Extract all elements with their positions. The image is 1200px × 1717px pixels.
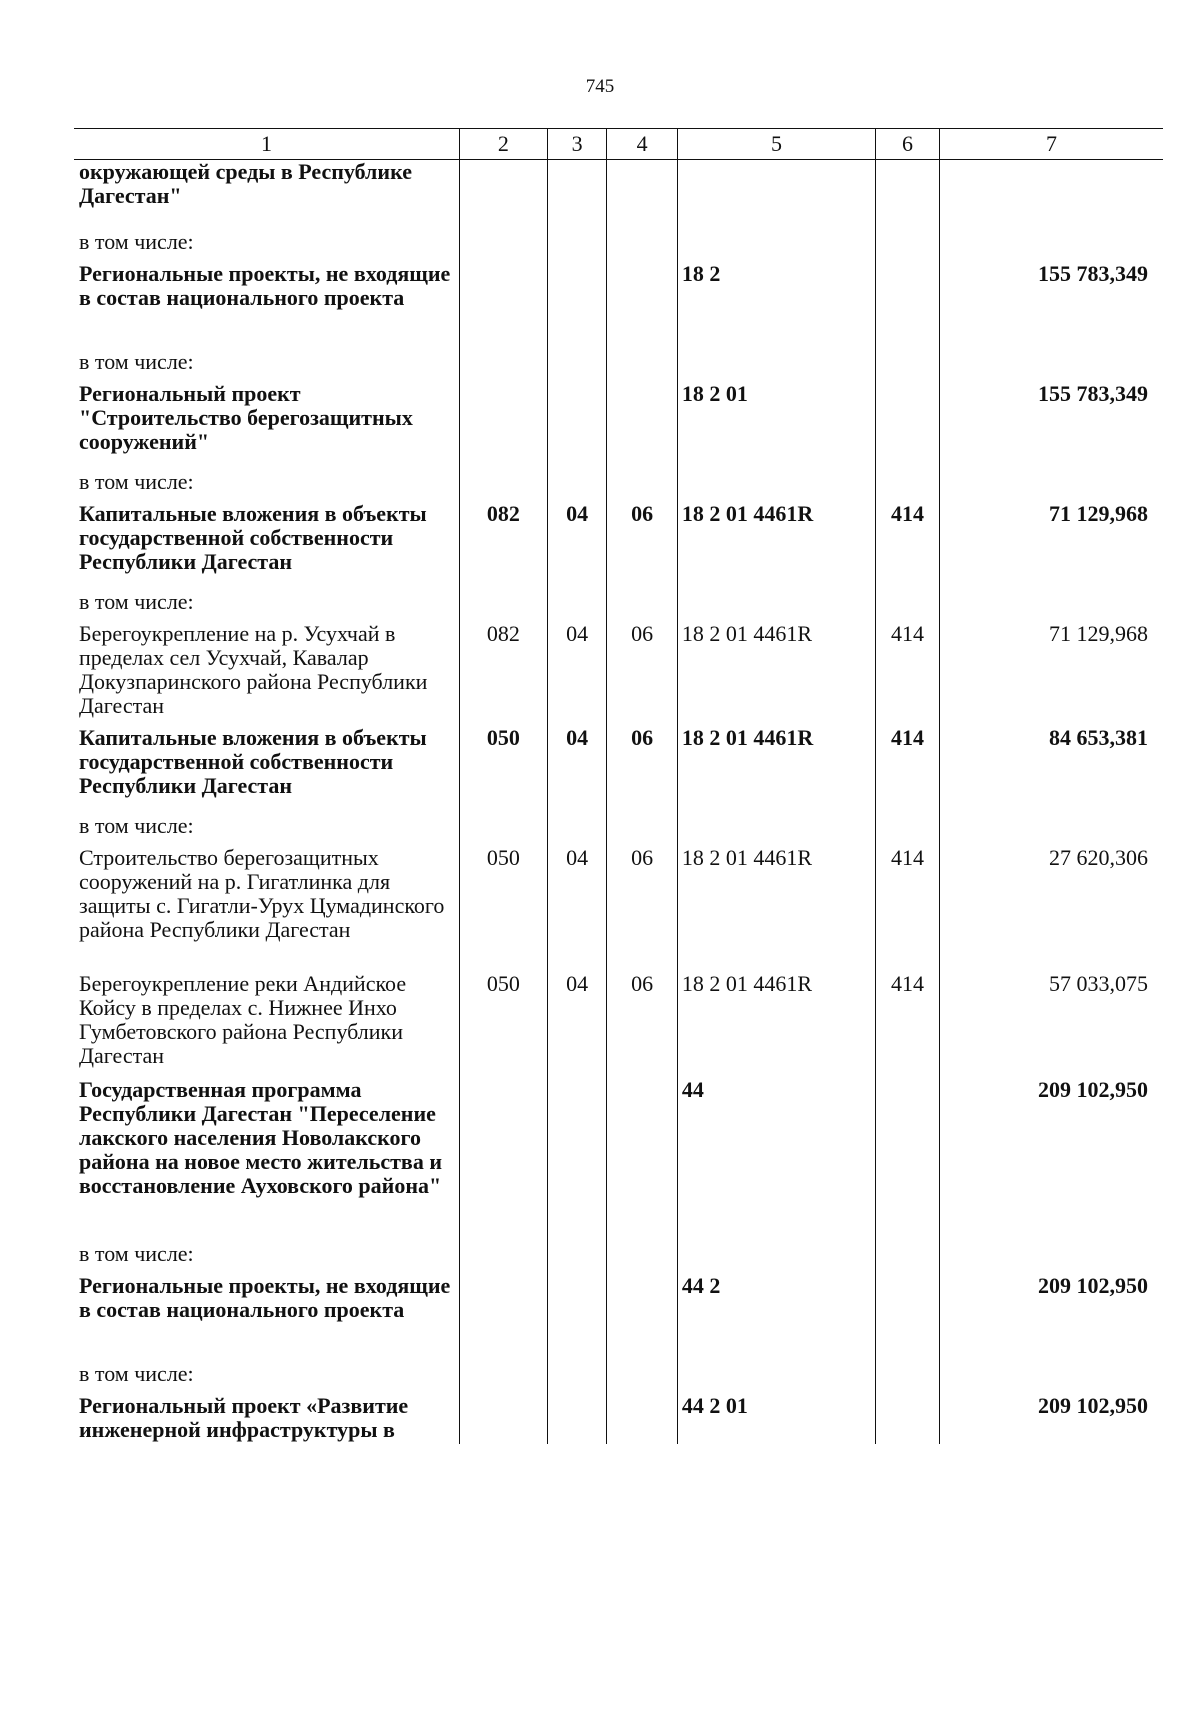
- table-row: [74, 1394, 1163, 1444]
- row-col2-cell: [459, 1394, 547, 1444]
- row-name-cell: Региональный проект «Развитие инженерной инфраструктуры в: [79, 1392, 409, 1442]
- table-row: [74, 470, 1163, 502]
- row-col4-cell: 06: [607, 846, 677, 972]
- row-col3-cell: [547, 262, 606, 350]
- row-col5-cell: 18 2 01 4461R: [677, 846, 875, 972]
- row-col7-cell: [939, 350, 1163, 382]
- row-col2-cell: [459, 350, 547, 382]
- row-col3-cell: [547, 1274, 606, 1362]
- table-row: [74, 622, 1163, 726]
- row-col3-cell: 04: [547, 846, 606, 972]
- row-col5-cell: 18 2 01 4461R: [677, 726, 875, 814]
- row-col2-cell: [459, 160, 547, 230]
- row-col7-cell: [939, 470, 1163, 502]
- row-col5-cell: 18 2 01 4461R: [677, 972, 875, 1078]
- row-col2-cell: [459, 814, 547, 846]
- row-col6-cell: [876, 1242, 940, 1274]
- row-col6-cell: [876, 160, 940, 230]
- row-name-cell: Государственная программа Республики Дагестан "Переселение лакского населения Новолакского района на новое место жительства и восстановление Ауховского района": [79, 1076, 442, 1198]
- row-col4-cell: [607, 1274, 677, 1362]
- table-body: [74, 160, 1163, 1444]
- row-col5-cell: 18 2 01 4461R: [677, 502, 875, 590]
- row-col4-cell: [607, 1362, 677, 1394]
- row-col3-cell: 04: [547, 622, 606, 726]
- row-col2-cell: 050: [459, 726, 547, 814]
- column-header-2: 2: [459, 129, 547, 160]
- row-col5-cell: 44: [677, 1078, 875, 1242]
- row-col2-cell: [459, 1078, 547, 1242]
- row-col2-cell: [459, 230, 547, 262]
- row-col4-cell: [607, 1078, 677, 1242]
- row-col5-cell: [677, 1362, 875, 1394]
- row-col4-cell: [607, 590, 677, 622]
- row-col5-cell: 18 2: [677, 262, 875, 350]
- row-col4-cell: [607, 230, 677, 262]
- row-col3-cell: [547, 382, 606, 470]
- row-name-cell: в том числе:: [79, 812, 194, 838]
- row-col3-cell: [547, 1242, 606, 1274]
- row-col7-cell: 209 102,950: [939, 1078, 1163, 1242]
- row-col6-cell: 414: [876, 622, 940, 726]
- table-row: [74, 1078, 1163, 1242]
- row-col2-cell: [459, 262, 547, 350]
- row-col4-cell: [607, 160, 677, 230]
- row-col3-cell: [547, 590, 606, 622]
- table-row: [74, 590, 1163, 622]
- row-col5-cell: 44 2: [677, 1274, 875, 1362]
- row-col6-cell: [876, 1362, 940, 1394]
- row-col6-cell: [876, 1274, 940, 1362]
- row-col7-cell: [939, 1362, 1163, 1394]
- row-col3-cell: [547, 160, 606, 230]
- row-col4-cell: 06: [607, 726, 677, 814]
- row-col2-cell: [459, 1274, 547, 1362]
- row-col7-cell: 71 129,968: [939, 622, 1163, 726]
- column-header-3: 3: [547, 129, 606, 160]
- table-row: [74, 502, 1163, 590]
- row-col3-cell: 04: [547, 726, 606, 814]
- table-row: [74, 262, 1163, 350]
- row-col6-cell: [876, 814, 940, 846]
- row-col4-cell: [607, 470, 677, 502]
- row-col3-cell: [547, 470, 606, 502]
- row-name-cell: Берегоукрепление реки Андийское Койсу в пределах с. Нижнее Инхо Гумбетовского района Республики Дагестан: [79, 970, 407, 1068]
- row-name-cell: Строительство берегозащитных сооружений на р. Гигатлинка для защиты с. Гигатли-Урух Цумадинского района Республики Дагестан: [79, 844, 445, 942]
- row-col3-cell: [547, 1078, 606, 1242]
- row-col4-cell: [607, 814, 677, 846]
- table-row: [74, 1274, 1163, 1362]
- row-col5-cell: [677, 350, 875, 382]
- row-col5-cell: 18 2 01: [677, 382, 875, 470]
- row-col3-cell: [547, 1362, 606, 1394]
- row-col7-cell: 209 102,950: [939, 1394, 1163, 1444]
- row-col2-cell: [459, 470, 547, 502]
- row-col7-cell: [939, 1242, 1163, 1274]
- row-name-cell: Капитальные вложения в объекты государственной собственности Республики Дагестан: [79, 500, 427, 574]
- budget-table: [74, 128, 1163, 1444]
- row-name-cell: Берегоукрепление на р. Усухчай в пределах сел Усухчай, Кавалар Докузпаринского района Республики Дагестан: [79, 620, 428, 718]
- row-col2-cell: [459, 590, 547, 622]
- row-col7-cell: 155 783,349: [939, 382, 1163, 470]
- row-col2-cell: 082: [459, 622, 547, 726]
- row-col4-cell: [607, 350, 677, 382]
- row-col5-cell: [677, 590, 875, 622]
- column-number-header: [74, 129, 1163, 160]
- table-row: [74, 1242, 1163, 1274]
- row-col5-cell: [677, 814, 875, 846]
- row-col3-cell: 04: [547, 972, 606, 1078]
- row-col4-cell: 06: [607, 502, 677, 590]
- row-col5-cell: [677, 1242, 875, 1274]
- row-col3-cell: [547, 814, 606, 846]
- row-name-cell: в том числе:: [79, 1360, 194, 1386]
- row-col7-cell: 27 620,306: [939, 846, 1163, 972]
- table-row: [74, 846, 1163, 972]
- row-name-cell: в том числе:: [79, 1240, 194, 1266]
- column-header-6: 6: [876, 129, 940, 160]
- table-row: [74, 382, 1163, 470]
- table-row: [74, 230, 1163, 262]
- row-col6-cell: 414: [876, 726, 940, 814]
- row-col4-cell: 06: [607, 622, 677, 726]
- table-row: [74, 814, 1163, 846]
- table-row: [74, 1362, 1163, 1394]
- row-col3-cell: [547, 1394, 606, 1444]
- page-number: 745: [585, 76, 615, 97]
- row-col6-cell: [876, 350, 940, 382]
- row-col5-cell: [677, 230, 875, 262]
- row-col6-cell: [876, 262, 940, 350]
- row-col5-cell: 44 2 01: [677, 1394, 875, 1444]
- row-col3-cell: 04: [547, 502, 606, 590]
- table-row: [74, 972, 1163, 1078]
- row-col6-cell: 414: [876, 846, 940, 972]
- row-col4-cell: [607, 382, 677, 470]
- row-col6-cell: [876, 1394, 940, 1444]
- row-name-cell: Региональные проекты, не входящие в состав национального проекта: [79, 260, 451, 310]
- table-row: [74, 350, 1163, 382]
- row-col6-cell: [876, 382, 940, 470]
- row-col2-cell: 050: [459, 972, 547, 1078]
- row-col6-cell: [876, 230, 940, 262]
- row-name-cell: в том числе:: [79, 588, 194, 614]
- row-col7-cell: [939, 160, 1163, 230]
- row-col2-cell: [459, 1362, 547, 1394]
- row-col6-cell: [876, 470, 940, 502]
- row-col3-cell: [547, 350, 606, 382]
- column-header-4: 4: [607, 129, 677, 160]
- row-name-cell: Региональные проекты, не входящие в состав национального проекта: [79, 1272, 451, 1322]
- column-header-7: 7: [939, 129, 1163, 160]
- row-col7-cell: [939, 814, 1163, 846]
- row-col4-cell: [607, 1394, 677, 1444]
- row-col7-cell: 71 129,968: [939, 502, 1163, 590]
- row-col7-cell: 57 033,075: [939, 972, 1163, 1078]
- row-col5-cell: [677, 470, 875, 502]
- row-name-cell: в том числе:: [79, 468, 194, 494]
- row-col2-cell: 050: [459, 846, 547, 972]
- row-col4-cell: 06: [607, 972, 677, 1078]
- column-header-1: 1: [74, 129, 459, 160]
- row-col6-cell: 414: [876, 972, 940, 1078]
- row-col5-cell: 18 2 01 4461R: [677, 622, 875, 726]
- row-col7-cell: [939, 590, 1163, 622]
- row-col7-cell: 209 102,950: [939, 1274, 1163, 1362]
- table-row: [74, 160, 1163, 230]
- row-col6-cell: 414: [876, 502, 940, 590]
- row-col2-cell: 082: [459, 502, 547, 590]
- row-col5-cell: [677, 160, 875, 230]
- row-name-cell: окружающей среды в Республике Дагестан": [79, 159, 412, 208]
- row-col2-cell: [459, 1242, 547, 1274]
- row-name-cell: в том числе:: [79, 228, 194, 254]
- row-col7-cell: 155 783,349: [939, 262, 1163, 350]
- table-row: [74, 726, 1163, 814]
- row-col4-cell: [607, 1242, 677, 1274]
- row-col7-cell: 84 653,381: [939, 726, 1163, 814]
- row-name-cell: в том числе:: [79, 348, 194, 374]
- row-name-cell: Капитальные вложения в объекты государственной собственности Республики Дагестан: [79, 724, 427, 798]
- row-col6-cell: [876, 1078, 940, 1242]
- row-col6-cell: [876, 590, 940, 622]
- row-col2-cell: [459, 382, 547, 470]
- column-header-5: 5: [677, 129, 875, 160]
- row-col3-cell: [547, 230, 606, 262]
- row-col4-cell: [607, 262, 677, 350]
- row-name-cell: Региональный проект "Строительство берегозащитных сооружений": [79, 380, 413, 454]
- row-col7-cell: [939, 230, 1163, 262]
